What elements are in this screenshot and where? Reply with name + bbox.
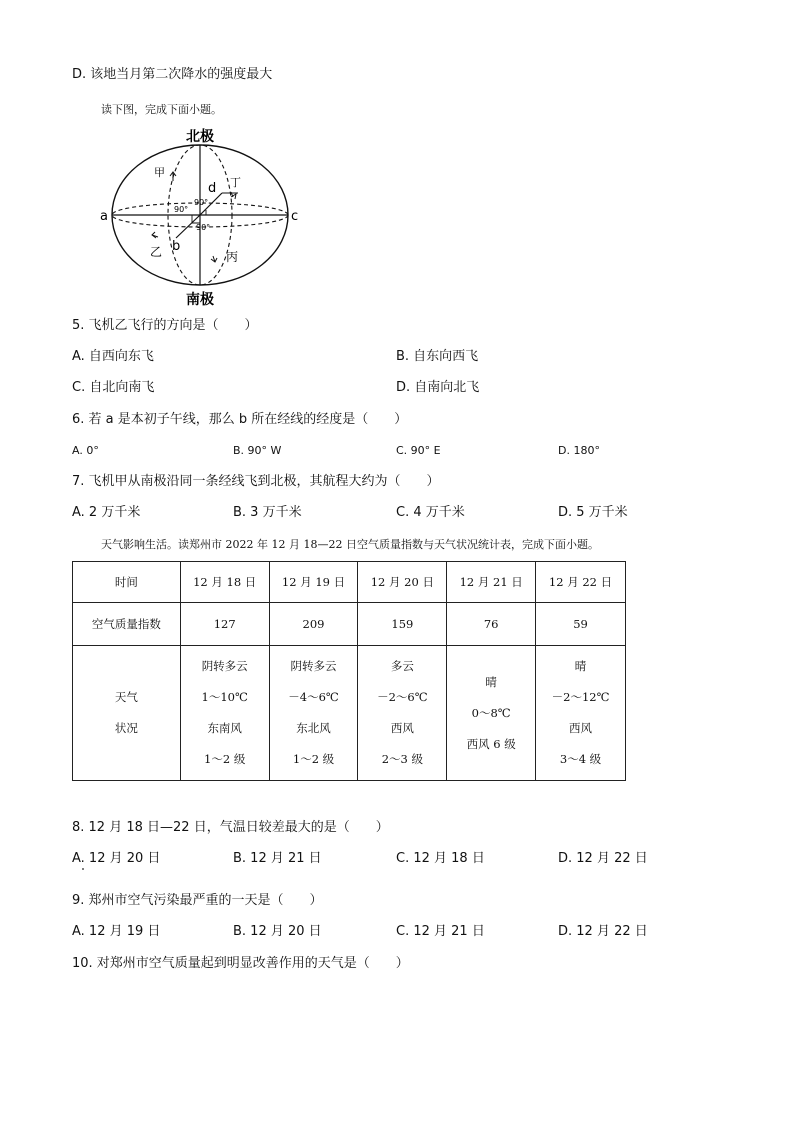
q5-stem: 5. 飞机乙飞行的方向是（ ） xyxy=(72,318,258,333)
weather-line: 0～8℃ xyxy=(471,705,511,720)
table-row xyxy=(73,646,626,781)
weather-cell xyxy=(447,646,536,781)
header-time: 时间 xyxy=(73,562,181,603)
plane-bing-label: 丙 xyxy=(226,250,239,264)
q7-stem: 7. 飞机甲从南极沿同一条经线飞到北极，其航程大约为（ ） xyxy=(72,474,440,489)
q9-option-b: B. 12 月 20 日 xyxy=(233,924,322,939)
q7-option-c: C. 4 万千米 xyxy=(396,505,465,520)
weather-cell xyxy=(358,646,447,781)
weather-line: 西风 6 级 xyxy=(466,736,516,751)
weather-line: 晴 xyxy=(485,674,497,689)
header-date: 12 月 22 日 xyxy=(536,562,626,603)
label-c: c xyxy=(291,209,299,224)
table-row xyxy=(73,562,626,603)
weather-line: 东北风 xyxy=(296,721,331,735)
q5-option-c: C. 自北向南飞 xyxy=(72,380,155,395)
header-date: 12 月 19 日 xyxy=(269,562,358,603)
aqi-label: 空气质量指数 xyxy=(73,603,181,646)
q8-option-b: B. 12 月 21 日 xyxy=(233,851,322,866)
plane-jia-label: 甲 xyxy=(154,166,165,179)
q6-option-b: B. 90° W xyxy=(233,444,282,457)
plane-yi-label: 乙 xyxy=(150,245,163,259)
weather-line: 3～4 级 xyxy=(559,752,602,766)
q9-option-c: C. 12 月 21 日 xyxy=(396,924,485,939)
weather-line: －4～6℃ xyxy=(288,690,339,704)
header-date: 12 月 21 日 xyxy=(447,562,536,603)
weather-table xyxy=(72,561,626,781)
q7-option-a: A. 2 万千米 xyxy=(72,505,141,520)
header-date: 12 月 18 日 xyxy=(180,562,269,603)
q8-option-c: C. 12 月 18 日 xyxy=(396,851,485,866)
globe-intro: 读下图，完成下面小题。 xyxy=(101,103,222,116)
q5-option-a: A. 自西向东飞 xyxy=(72,349,154,364)
weather-line: 1～2 级 xyxy=(204,752,246,766)
q5-option-d: D. 自南向北飞 xyxy=(396,380,480,395)
q6-option-a: A. 0° xyxy=(72,444,99,457)
q5-option-b: B. 自东向西飞 xyxy=(396,349,479,364)
q8-option-d: D. 12 月 22 日 xyxy=(558,851,648,866)
globe-diagram xyxy=(98,126,302,308)
weather-line: 多云 xyxy=(390,659,414,673)
table-row xyxy=(73,603,626,646)
q6-option-d: D. 180° xyxy=(558,444,600,457)
north-pole-label: 北极 xyxy=(186,129,214,145)
weather-line: －2～6℃ xyxy=(377,690,428,704)
q7-option-b: B. 3 万千米 xyxy=(233,505,302,520)
label-b: b xyxy=(172,239,181,254)
weather-line: 阴转多云 xyxy=(290,659,337,673)
weather-label xyxy=(73,646,181,781)
label-d: d xyxy=(208,181,217,196)
q7-option-d: D. 5 万千米 xyxy=(558,505,628,520)
weather-line: －2～12℃ xyxy=(551,690,610,704)
header-date: 12 月 20 日 xyxy=(358,562,447,603)
q6-option-c: C. 90° E xyxy=(396,444,441,457)
weather-cell xyxy=(180,646,269,781)
q10-stem: 10. 对郑州市空气质量起到明显改善作用的天气是（ ） xyxy=(72,956,409,971)
q9-stem: 9. 郑州市空气污染最严重的一天是（ ） xyxy=(72,893,323,908)
q9-option-a: A. 12 月 19 日 xyxy=(72,924,161,939)
aqi-value: 127 xyxy=(180,603,269,646)
weather-line: 晴 xyxy=(574,659,587,673)
weather-line: 2～3 级 xyxy=(381,752,423,766)
weather-line: 阴转多云 xyxy=(201,659,248,673)
q8-option-a: A. 12 月 20 日 xyxy=(72,851,161,866)
weather-cell xyxy=(269,646,358,781)
aqi-value: 76 xyxy=(447,603,536,646)
weather-line: 1～10℃ xyxy=(201,690,248,704)
weather-cell xyxy=(536,646,626,781)
q6-stem: 6. 若 a 是本初子午线，那么 b 所在经线的经度是（ ） xyxy=(72,412,408,427)
weather-line: 西风 xyxy=(569,721,593,735)
table-intro: 天气影响生活。读郑州市 2022 年 12 月 18—22 日空气质量指数与天气状况统计表，完成下面小题。 xyxy=(101,538,599,551)
aqi-value: 159 xyxy=(358,603,447,646)
weather-label-line: 天气 xyxy=(114,690,138,704)
weather-label-line: 状况 xyxy=(114,721,138,735)
angle-label-3: 90° xyxy=(196,223,211,232)
weather-line: 西风 xyxy=(390,721,414,735)
q8-stem: 8. 12 月 18 日—22 日，气温日较差最大的是（ ） xyxy=(72,820,389,835)
label-a: a xyxy=(100,209,108,224)
aqi-value: 209 xyxy=(269,603,358,646)
angle-label-1: 90° xyxy=(194,198,209,207)
weather-line: 东南风 xyxy=(207,721,242,735)
weather-line: 1～2 级 xyxy=(292,752,335,766)
aqi-value: 59 xyxy=(536,603,626,646)
stray-dot xyxy=(82,868,84,870)
plane-ding-label: 丁 xyxy=(230,176,241,189)
q9-option-d: D. 12 月 22 日 xyxy=(558,924,648,939)
q4-option-d: D. 该地当月第二次降水的强度最大 xyxy=(72,67,273,82)
angle-label-2: 90° xyxy=(174,205,189,214)
south-pole-label: 南极 xyxy=(186,292,214,308)
